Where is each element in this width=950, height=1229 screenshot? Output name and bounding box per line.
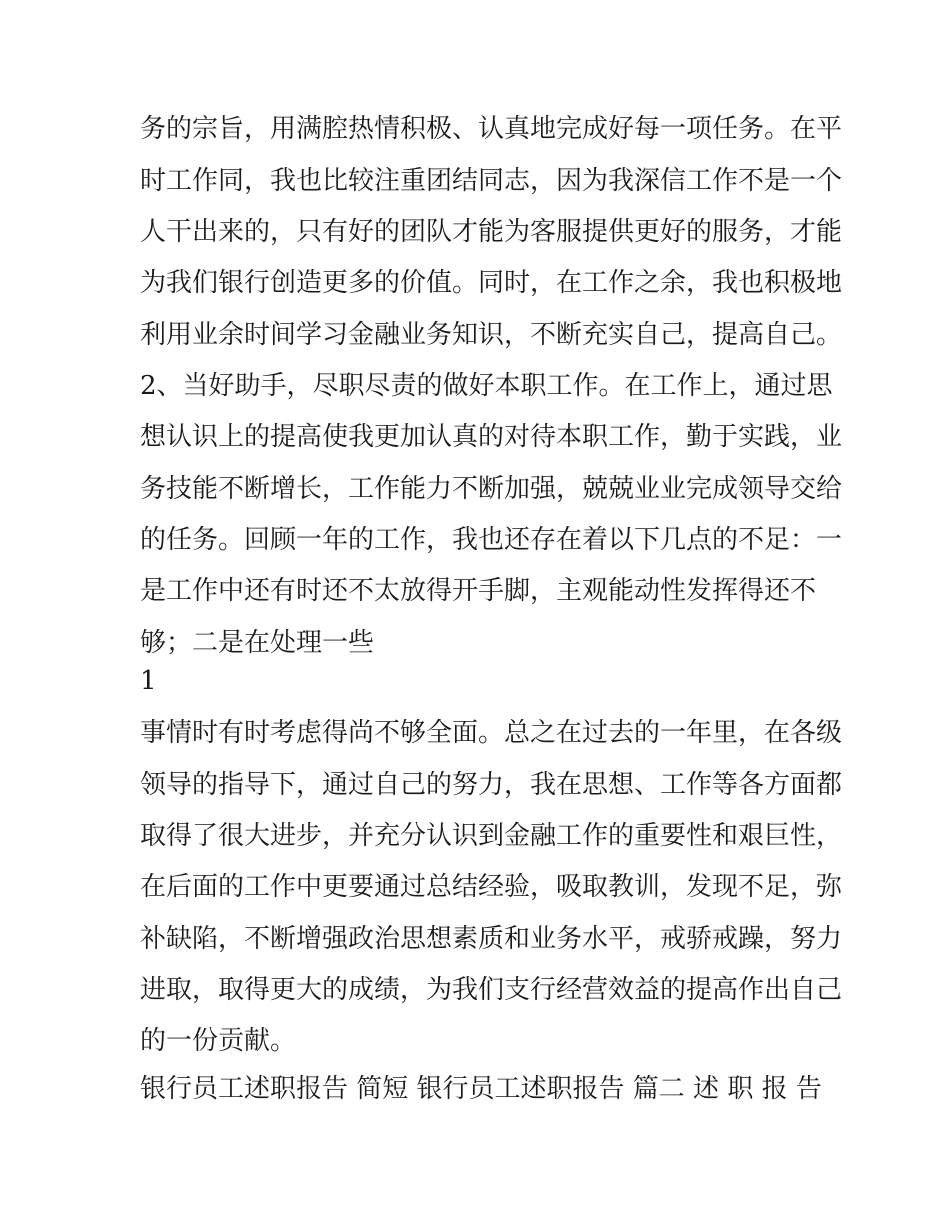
text-line: 进取，取得更大的成绩，为我们支行经营效益的提高作出自己	[140, 975, 843, 1005]
text-line: 取得了很大进步，并充分认识到金融工作的重要性和艰巨性，	[140, 821, 843, 851]
text-line: 时工作同，我也比较注重团结同志，因为我深信工作不是一个	[140, 166, 843, 196]
text-line: 是工作中还有时还不太放得开手脚，主观能动性发挥得还不	[140, 576, 817, 606]
text-line: 务的宗旨，用满腔热情积极、认真地完成好每一项任务。在平	[140, 114, 843, 144]
text-line: 利用业余时间学习金融业务知识，不断充实自己，提高自己。	[140, 320, 843, 350]
text-line: 补缺陷，不断增强政治思想素质和业务水平，戒骄戒躁，努力	[140, 924, 843, 954]
text-line: 务技能不断增长，工作能力不断加强，兢兢业业完成领导交给	[140, 474, 843, 504]
text-line: 的任务。回顾一年的工作，我也还存在着以下几点的不足：一	[140, 525, 843, 555]
text-line: 想认识上的提高使我更加认真的对待本职工作，勤于实践，业	[140, 422, 843, 452]
text-line: 事情时有时考虑得尚不够全面。总之在过去的一年里，在各级	[140, 718, 843, 748]
section-title-line: 银行员工述职报告 简短 银行员工述职报告 篇二 述 职 报 告	[140, 1074, 822, 1104]
page-number: 1	[140, 666, 157, 696]
text-line: 领导的指导下，通过自己的努力，我在思想、工作等各方面都	[140, 770, 843, 800]
text-line: 够；二是在处理一些	[140, 628, 375, 658]
text-line: 在后面的工作中更要通过总结经验，吸取教训，发现不足，弥	[140, 872, 843, 902]
text-line: 的一份贡献。	[140, 1026, 297, 1056]
text-line: 人干出来的，只有好的团队才能为客服提供更好的服务，才能	[140, 217, 843, 247]
text-line: 2、当好助手，尽职尽责的做好本职工作。在工作上，通过思	[140, 371, 833, 401]
text-line: 为我们银行创造更多的价值。同时，在工作之余，我也积极地	[140, 268, 843, 298]
